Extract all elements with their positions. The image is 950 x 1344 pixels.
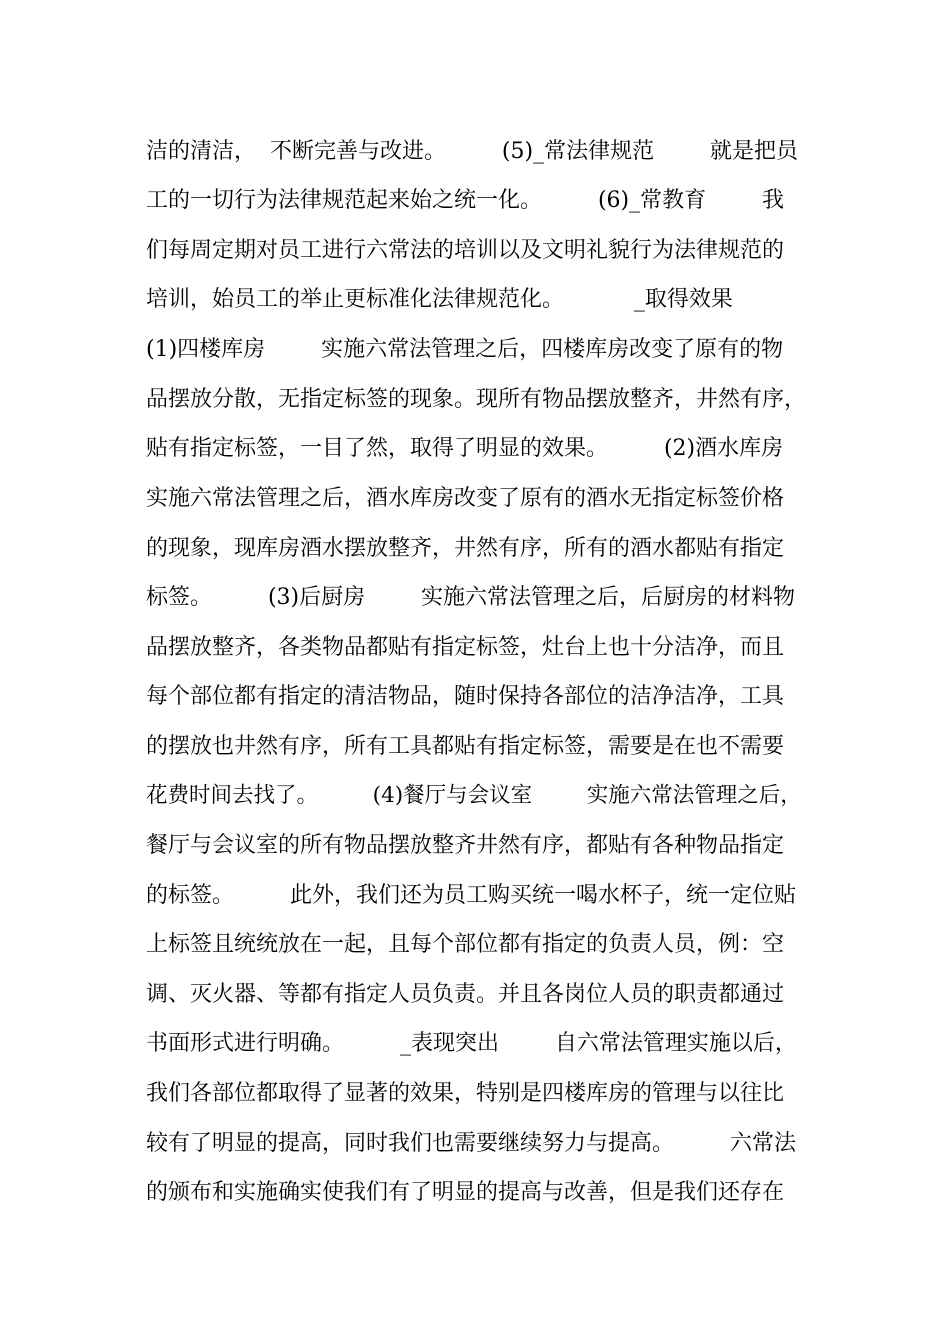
text-line: 品摆放整齐，各类物品都贴有指定标签，灶台上也十分洁净，而且 bbox=[146, 635, 785, 660]
text-line: 工的一切行为法律规范起来始之统一化。 (6)_常教育 我 bbox=[146, 188, 785, 213]
text-line: 的摆放也井然有序，所有工具都贴有指定标签，需要是在也不需要 bbox=[146, 734, 785, 759]
text-line: 培训，始员工的举止更标准化法律规范化。 _取得效果 bbox=[146, 287, 733, 312]
text-line: 书面形式进行明确。 _表现突出 自六常法管理实施以后， bbox=[146, 1031, 797, 1056]
text-line: 洁的清洁， 不断完善与改进。 (5)_常法律规范 就是把员 bbox=[146, 139, 799, 164]
text-line: 实施六常法管理之后，酒水库房改变了原有的酒水无指定标签价格 bbox=[146, 486, 785, 511]
text-line: 每个部位都有指定的清洁物品，随时保持各部位的洁净洁净，工具 bbox=[146, 684, 785, 709]
text-line: 较有了明显的提高，同时我们也需要继续努力与提高。 六常法 bbox=[146, 1131, 796, 1156]
text-line: 的颁布和实施确实使我们有了明显的提高与改善，但是我们还存在 bbox=[146, 1180, 785, 1205]
text-line: 花费时间去找了。 (4)餐厅与会议室 实施六常法管理之后， bbox=[146, 783, 802, 808]
text-line: 上标签且统统放在一起，且每个部位都有指定的负责人员，例：空 bbox=[146, 932, 785, 957]
text-line: 调、灭火器、等都有指定人员负责。并且各岗位人员的职责都通过 bbox=[146, 982, 785, 1007]
text-line: 餐厅与会议室的所有物品摆放整齐井然有序，都贴有各种物品指定 bbox=[146, 833, 785, 858]
text-line: 标签。 (3)后厨房 实施六常法管理之后，后厨房的材料物 bbox=[146, 585, 796, 610]
text-line: 的标签。 此外，我们还为员工购买统一喝水杯子，统一定位贴 bbox=[146, 883, 796, 908]
text-line: 贴有指定标签，一目了然，取得了明显的效果。 (2)酒水库房 bbox=[146, 436, 784, 461]
text-line: (1)四楼库房 实施六常法管理之后，四楼库房改变了原有的物 bbox=[146, 337, 784, 362]
text-line: 的现象，现库房酒水摆放整齐，井然有序，所有的酒水都贴有指定 bbox=[146, 536, 785, 561]
text-line: 品摆放分散，无指定标签的现象。现所有物品摆放整齐，井然有序， bbox=[146, 387, 807, 412]
text-line: 们每周定期对员工进行六常法的培训以及文明礼貌行为法律规范的 bbox=[146, 238, 785, 263]
text-line: 我们各部位都取得了显著的效果，特别是四楼库房的管理与以往比 bbox=[146, 1081, 785, 1106]
